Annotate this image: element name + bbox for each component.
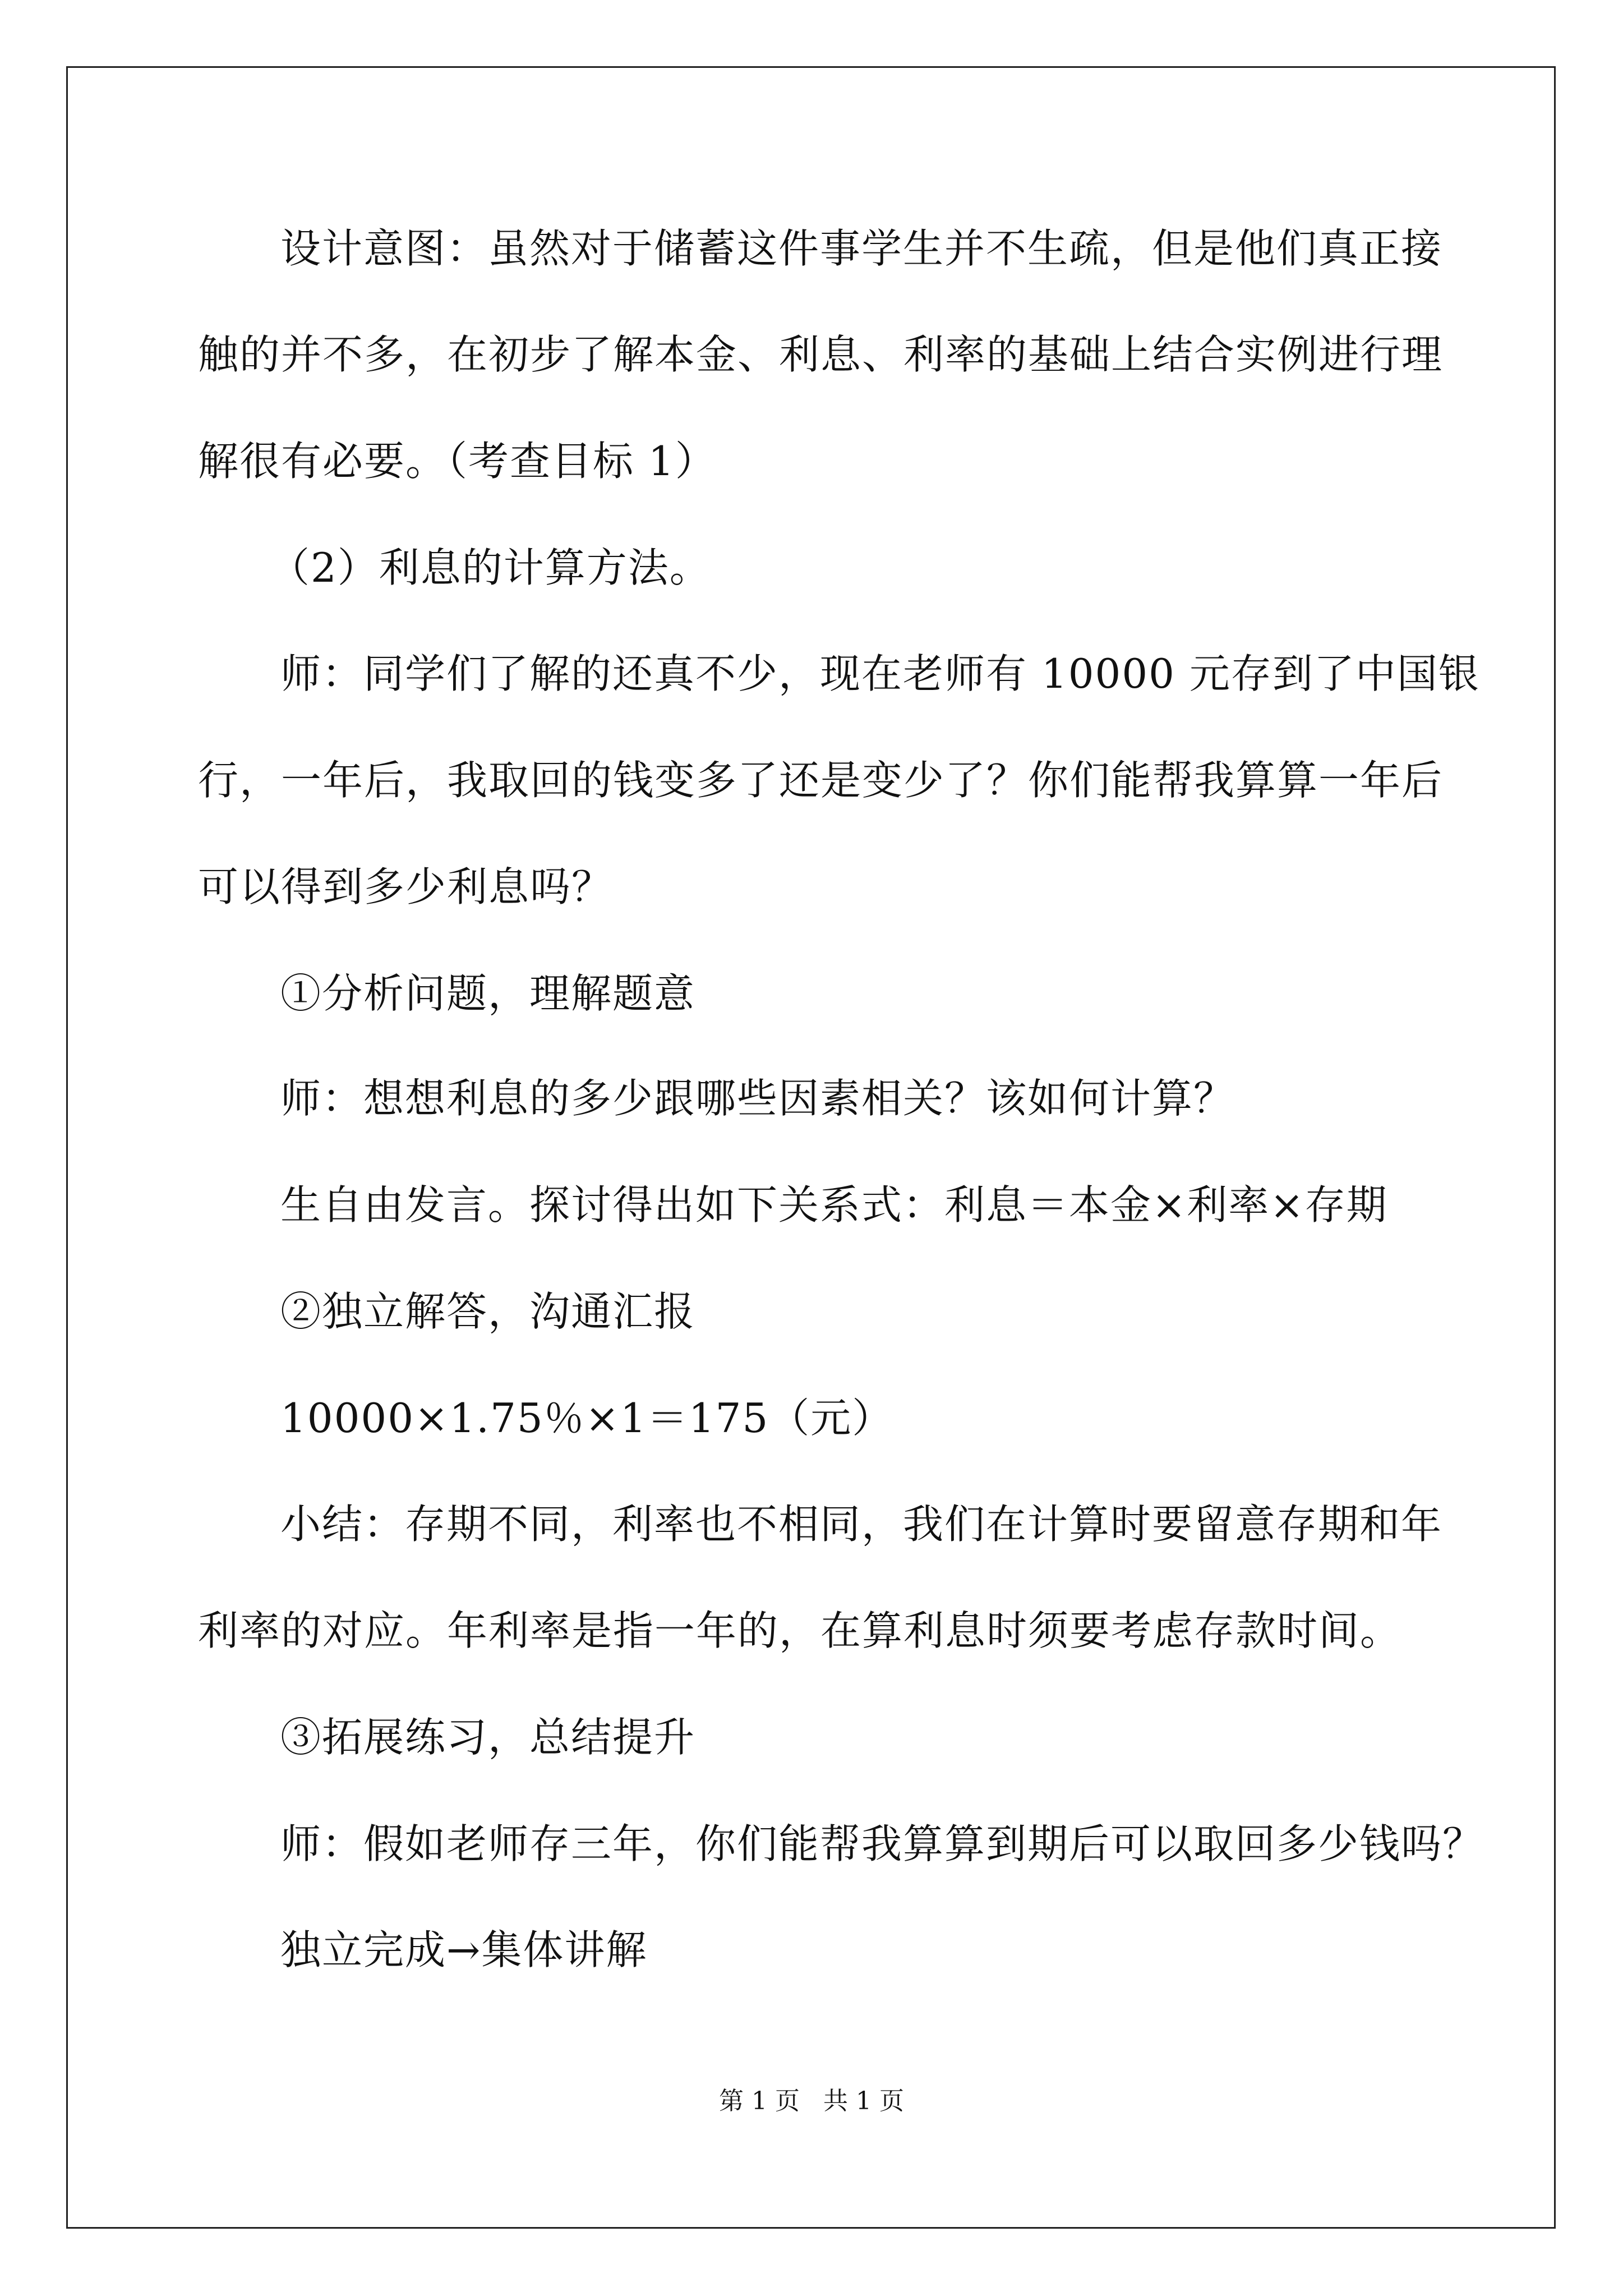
paragraph-line: 可以得到多少利息吗？ (198, 863, 614, 910)
step-heading: ②独立解答，沟通汇报 (280, 1288, 696, 1335)
paragraph-line: 师：假如老师存三年，你们能帮我算算到期后可以取回多少钱吗？ (280, 1820, 1484, 1867)
page-footer: 第 1 页 共 1 页 (719, 2087, 904, 2115)
paragraph-line: 行，一年后，我取回的钱变多了还是变少了？你们能帮我算算一年后 (198, 757, 1444, 804)
paragraph-line: 设计意图：虽然对于储蓄这件事学生并不生疏，但是他们真正接 (280, 225, 1443, 272)
paragraph-line: 触的并不多，在初步了解本金、利息、利率的基础上结合实例进行理 (198, 331, 1444, 378)
formula-line: 10000×1.75％×1＝175（元） (280, 1395, 894, 1442)
section-heading: （2）利息的计算方法。 (269, 544, 711, 591)
page-border (66, 66, 1556, 2229)
paragraph-line: 独立完成→集体讲解 (280, 1926, 648, 1973)
paragraph-line: 解很有必要。（考查目标 1） (198, 438, 717, 485)
paragraph-line: 师：同学们了解的还真不少，现在老师有 10000 元存到了中国银 (280, 650, 1480, 697)
paragraph-line: 小结：存期不同，利率也不相同，我们在计算时要留意存期和年 (280, 1501, 1443, 1548)
step-heading: ③拓展练习，总结提升 (280, 1714, 696, 1761)
paragraph-line: 师：想想利息的多少跟哪些因素相关？该如何计算？ (280, 1075, 1235, 1122)
paragraph-line: 生自由发言。探讨得出如下关系式：利息＝本金×利率×存期 (280, 1181, 1388, 1228)
step-heading: ①分析问题，理解题意 (280, 970, 696, 1017)
paragraph-line: 利率的对应。年利率是指一年的，在算利息时须要考虑存款时间。 (198, 1607, 1402, 1654)
